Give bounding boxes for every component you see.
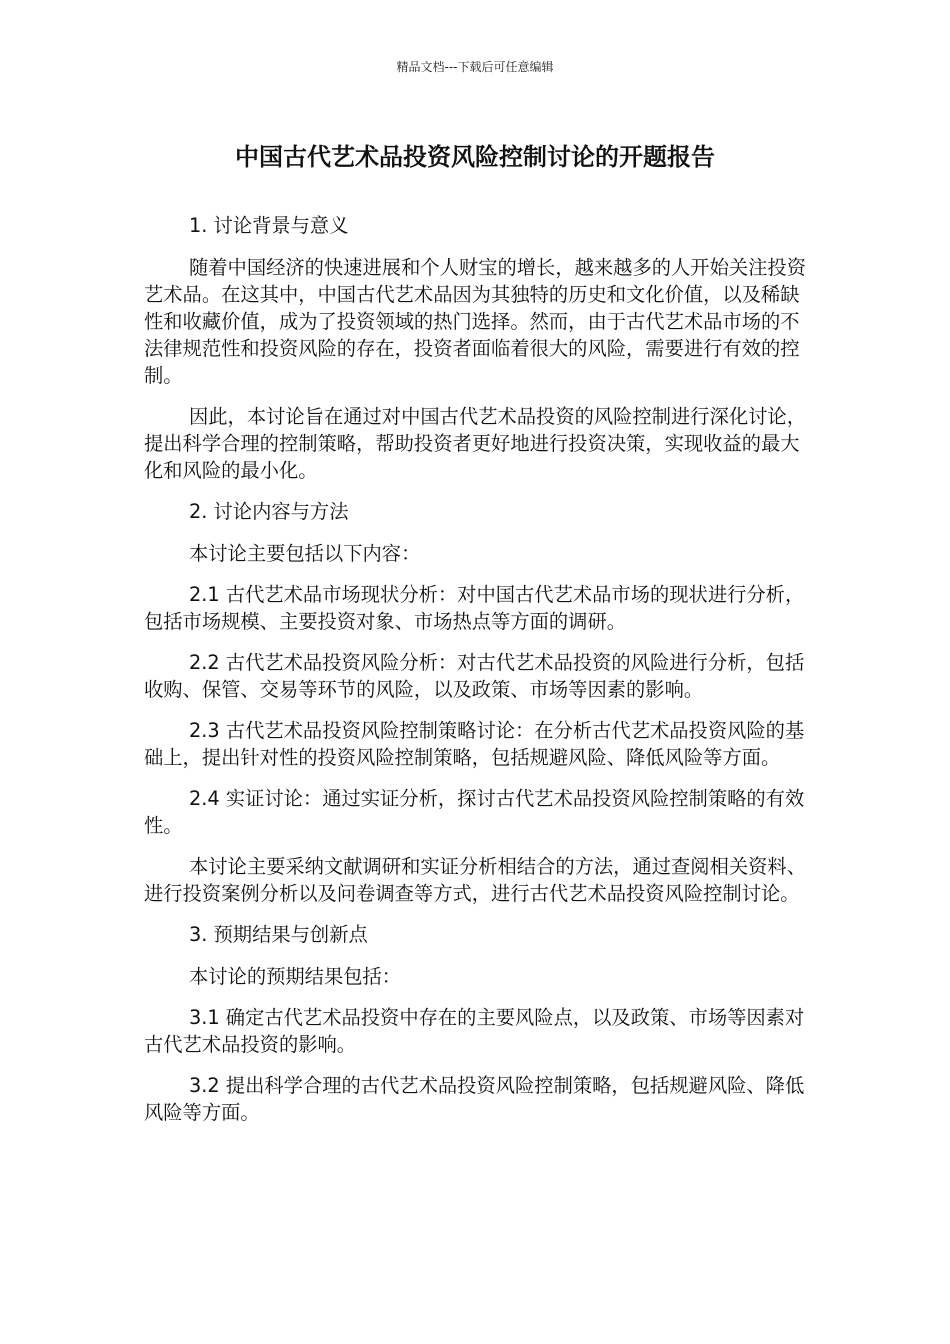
section-heading-content-method: 2. 讨论内容与方法 — [189, 500, 349, 523]
page-header: 精品文档---下载后可任意编辑 — [396, 60, 554, 74]
list-item-2-4: 2.4 实证讨论：通过实证分析，探讨古代艺术品投资风险控制策略的有效性。 — [144, 787, 805, 837]
document-title: 中国古代艺术品投资风险控制讨论的开题报告 — [235, 143, 715, 171]
document-body — [144, 212, 806, 1140]
section-heading-background: 1. 讨论背景与意义 — [189, 214, 349, 237]
list-item-2-3: 2.3 古代艺术品投资风险控制策略讨论：在分析古代艺术品投资风险的基础上，提出针对性的投资风险控制策略，包括规避风险、降低风险等方面。 — [144, 719, 805, 769]
paragraph-purpose: 因此，本讨论旨在通过对中国古代艺术品投资的风险控制进行深化讨论，提出科学合理的控制策略，帮助投资者更好地进行投资决策，实现收益的最大化和风险的最小化。 — [144, 405, 806, 482]
paragraph-content-intro: 本讨论主要包括以下内容： — [189, 542, 421, 565]
list-item-3-1: 3.1 确定古代艺术品投资中存在的主要风险点，以及政策、市场等因素对古代艺术品投资的影响。 — [144, 1006, 805, 1056]
list-item-2-1: 2.1 古代艺术品市场现状分析：对中国古代艺术品市场的现状进行分析，包括市场规模、主要投资对象、市场热点等方面的调研。 — [144, 583, 805, 633]
section-heading-results: 3. 预期结果与创新点 — [189, 923, 368, 946]
list-item-2-2: 2.2 古代艺术品投资风险分析：对古代艺术品投资的风险进行分析，包括收购、保管、交易等环节的风险，以及政策、市场等因素的影响。 — [144, 651, 805, 701]
paragraph-method: 本讨论主要采纳文献调研和实证分析相结合的方法，通过查阅相关资料、进行投资案例分析以及问卷调查等方式，进行古代艺术品投资风险控制讨论。 — [144, 855, 806, 905]
paragraph-background: 随着中国经济的快速进展和个人财宝的增长，越来越多的人开始关注投资艺术品。在这其中，中国古代艺术品因为其独特的历史和文化价值，以及稀缺性和收藏价值，成为了投资领域的热门选择。然而，由于古代艺术品市场的不法律规范性和投资风险的存在，投资者面临着很大的风险，需要进行有效的控制。 — [144, 256, 806, 387]
paragraph-results-intro: 本讨论的预期结果包括： — [189, 965, 402, 988]
list-item-3-2: 3.2 提出科学合理的古代艺术品投资风险控制策略，包括规避风险、降低风险等方面。 — [144, 1074, 805, 1124]
